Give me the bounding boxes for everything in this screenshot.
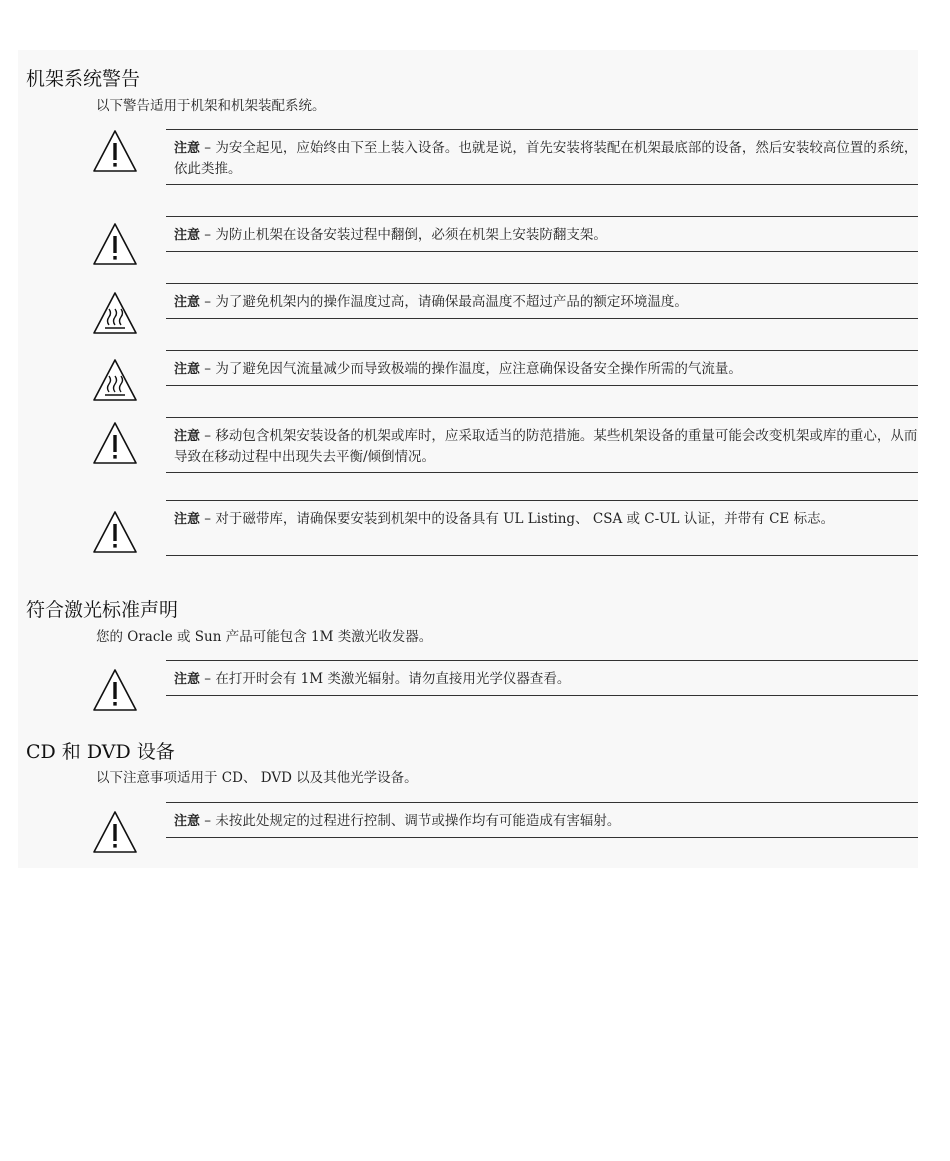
caution-dash: – (200, 227, 216, 243)
caution-body: 为防止机架在设备安装过程中翻倒，必须在机架上安装防翻支架。 (215, 227, 607, 243)
caution-label: 注意 (174, 814, 201, 829)
caution-label: 注意 (174, 362, 201, 377)
caution-label: 注意 (174, 228, 201, 243)
caution-dash: – (200, 671, 216, 687)
document-page (18, 50, 918, 868)
warning-icon (92, 668, 138, 712)
caution-dash: – (200, 511, 216, 527)
hot-surface-icon (92, 291, 138, 335)
warning-icon (92, 222, 138, 266)
caution-text (166, 350, 918, 386)
section-title-cd-dvd: CD 和 DVD 设备 (26, 741, 175, 763)
caution-text (166, 802, 918, 838)
warning-icon (92, 421, 138, 465)
caution-body: 为了避免机架内的操作温度过高，请确保最高温度不超过产品的额定环境温度。 (215, 294, 688, 310)
caution-dash: – (200, 140, 216, 156)
caution-text (166, 129, 918, 185)
warning-icon (92, 810, 138, 854)
caution-body: 为了避免因气流量减少而导致极端的操作温度，应注意确保设备安全操作所需的气流量。 (215, 361, 742, 377)
caution-label: 注意 (174, 295, 201, 310)
caution-body: 移动包含机架安装设备的机架或库时，应采取适当的防范措施。某些机架设备的重量可能会改变机架或库的重心，从而导致在移动过程中出现失去平衡/倾倒情况。 (174, 428, 918, 465)
caution-dash: – (200, 813, 216, 829)
caution-body: 为安全起见，应始终由下至上装入设备。也就是说，首先安装将装配在机架最底部的设备，然后安装较高位置的系统，依此类推。 (174, 140, 918, 177)
caution-text (166, 283, 918, 319)
caution-body: 对于磁带库，请确保要安装到机架中的设备具有 UL Listing、 CSA 或 C-UL 认证，并带有 CE 标志。 (215, 511, 835, 527)
hot-surface-icon (92, 358, 138, 402)
caution-label: 注意 (174, 141, 201, 156)
caution-text (166, 660, 918, 696)
warning-icon (92, 510, 138, 554)
caution-text (166, 216, 918, 252)
caution-dash: – (200, 294, 216, 310)
caution-label: 注意 (174, 672, 201, 687)
caution-body: 在打开时会有 1M 类激光辐射。请勿直接用光学仪器查看。 (215, 671, 571, 687)
section-title-laser: 符合激光标准声明 (26, 599, 179, 621)
caution-dash: – (200, 361, 216, 377)
section-intro-cd-dvd: 以下注意事项适用于 CD、 DVD 以及其他光学设备。 (96, 770, 418, 786)
caution-label: 注意 (174, 429, 201, 444)
section-intro-laser: 您的 Oracle 或 Sun 产品可能包含 1M 类激光收发器。 (96, 629, 433, 645)
section-intro-rack-warnings: 以下警告适用于机架和机架装配系统。 (96, 98, 326, 114)
section-title-rack-warnings: 机架系统警告 (26, 68, 141, 90)
warning-icon (92, 129, 138, 173)
caution-body: 未按此处规定的过程进行控制、调节或操作均有可能造成有害辐射。 (215, 813, 621, 829)
caution-dash: – (200, 428, 216, 444)
caution-text (166, 500, 918, 556)
caution-label: 注意 (174, 512, 201, 527)
caution-text (166, 417, 918, 473)
